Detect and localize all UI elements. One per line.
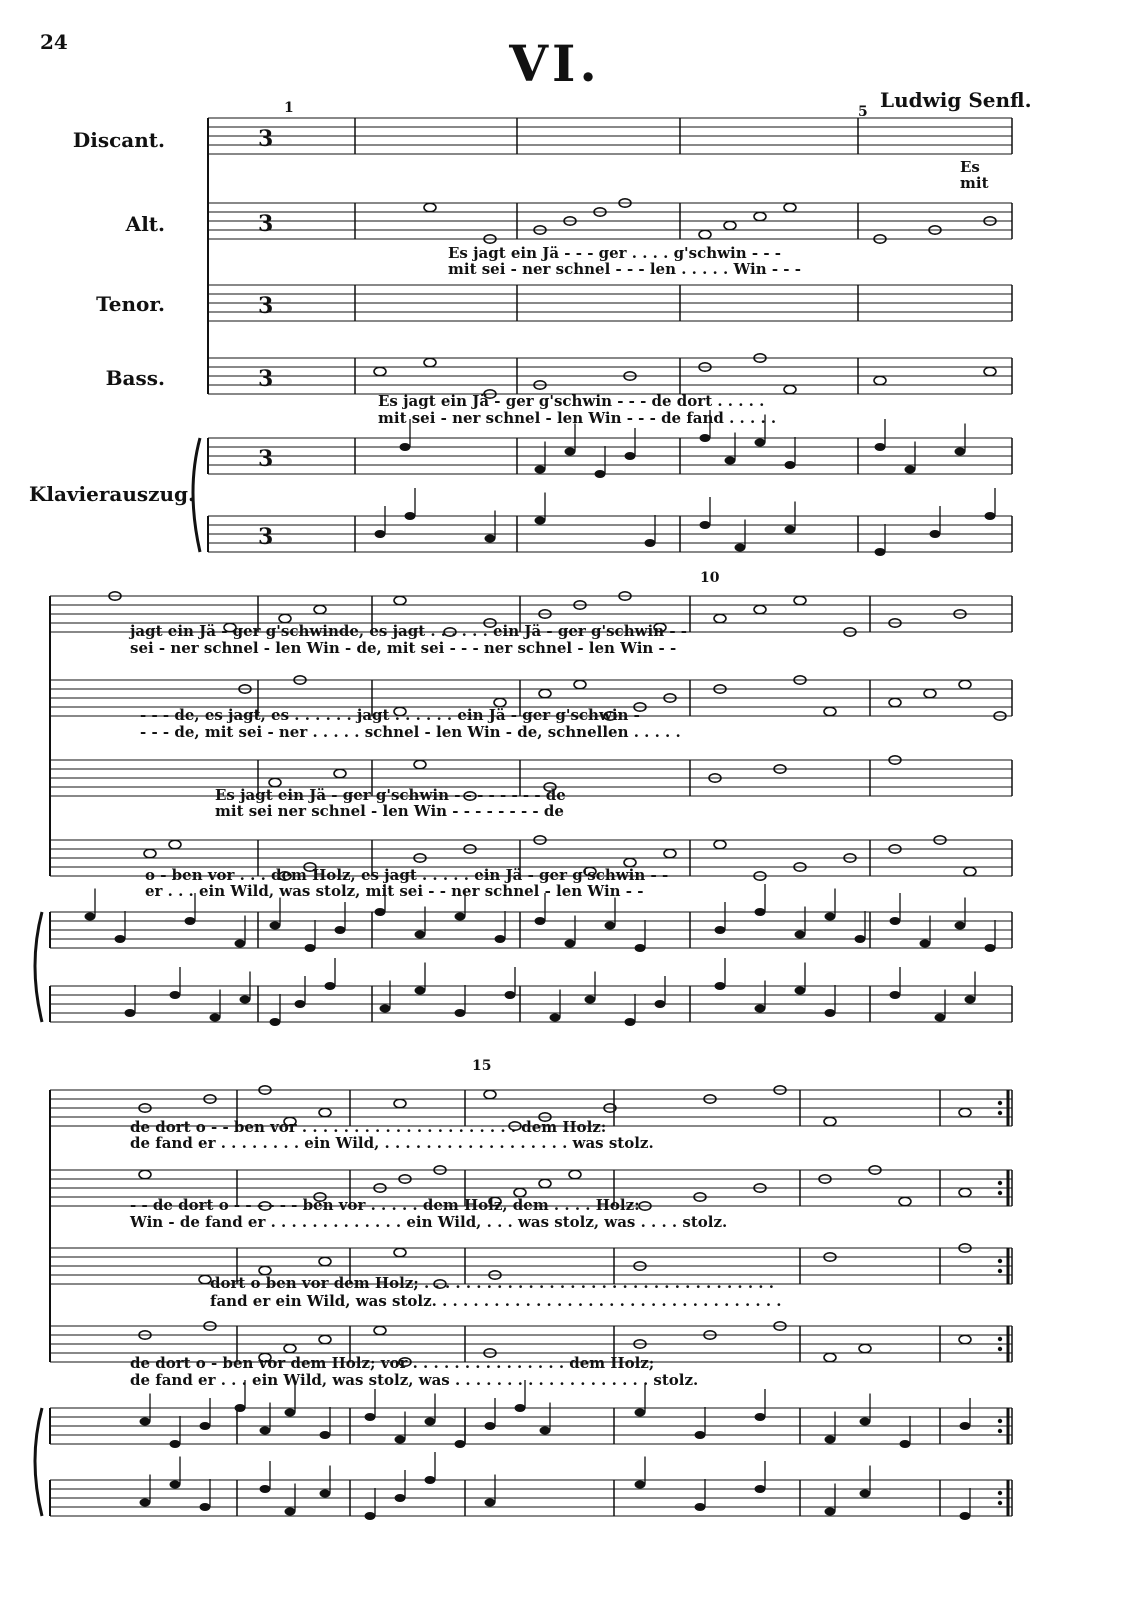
note-head (550, 1014, 561, 1022)
note-head (955, 448, 966, 456)
note-head (319, 1257, 331, 1265)
repeat-dot (998, 1419, 1002, 1423)
repeat-dot (998, 1337, 1002, 1341)
note-head (755, 439, 766, 447)
note-head (400, 443, 411, 451)
note-head (325, 982, 336, 990)
note-head (540, 1427, 551, 1435)
note-head (285, 1508, 296, 1516)
note-head (455, 1009, 466, 1017)
note-head (905, 466, 916, 474)
note-head (535, 466, 546, 474)
note-head (664, 849, 676, 857)
note-head (860, 1418, 871, 1426)
note-head (959, 1108, 971, 1116)
note-head (964, 867, 976, 875)
note-head (334, 769, 346, 777)
time-signature: 3 (258, 524, 274, 550)
note-head (795, 931, 806, 939)
note-head (260, 1427, 271, 1435)
note-head (890, 917, 901, 925)
note-head (139, 1170, 151, 1178)
lyric-alt-verse1: - - de dort o - - - - - - ben vor . . . . . dem Holz, dem . . . . Holz: (130, 1196, 640, 1214)
note-head (824, 707, 836, 715)
note-head (899, 1197, 911, 1205)
bar-number: 5 (858, 104, 868, 120)
note-head (565, 940, 576, 948)
note-head (374, 1326, 386, 1334)
lyric-tenor-verse1: dort o ben vor dem Holz; . . . . . . . . . . . . . . . . . . . . . . . . . . . . . . . . . . (210, 1274, 774, 1292)
note-head (260, 1485, 271, 1493)
time-signature: 3 (258, 366, 274, 392)
note-head (725, 457, 736, 465)
note-head (874, 376, 886, 384)
note-head (855, 935, 866, 943)
note-head (115, 935, 126, 943)
note-head (700, 521, 711, 529)
note-head (754, 605, 766, 613)
note-head (539, 1179, 551, 1187)
note-head (210, 1014, 221, 1022)
note-head (365, 1413, 376, 1421)
note-head (374, 367, 386, 375)
note-head (375, 530, 386, 538)
note-head (335, 926, 346, 934)
voice-label-tenor: Tenor. (96, 292, 165, 316)
note-head (305, 944, 316, 952)
note-head (959, 680, 971, 688)
lyric-alt-verse2: Win - de fand er . . . . . . . . . . . . . ein Wild, . . . was stolz, was . . . . stolz. (130, 1213, 728, 1231)
note-head (985, 944, 996, 952)
note-head (960, 1512, 971, 1520)
lyric-tenor-verse2: mit sei ner schnel - len Win - - - - - - - - de (215, 802, 564, 820)
note-head (485, 1422, 496, 1430)
note-head (125, 1009, 136, 1017)
note-head (825, 1508, 836, 1516)
repeat-dot (998, 1491, 1002, 1495)
note-head (714, 840, 726, 848)
lyric-discant-verse2: de fand er . . . . . . . . ein Wild, . . . . . . . . . . . . . . . . . . was stolz. (130, 1134, 654, 1152)
note-head (85, 913, 96, 921)
piano-brace (35, 912, 42, 1022)
lyric-discant: Es (960, 158, 980, 176)
lyric-discant-verse1: de dort o - - ben vor . . . . . . . . . . . . . . . . . . . . . dem Holz: (130, 1118, 607, 1136)
note-head (595, 470, 606, 478)
note-head (635, 1481, 646, 1489)
note-head (859, 1344, 871, 1352)
note-head (455, 1440, 466, 1448)
page-number: 24 (40, 30, 68, 54)
note-head (714, 614, 726, 622)
note-head (405, 512, 416, 520)
note-head (965, 996, 976, 1004)
note-head (270, 1018, 281, 1026)
repeat-dot (998, 1191, 1002, 1195)
note-head (539, 689, 551, 697)
note-head (605, 922, 616, 930)
note-head (735, 544, 746, 552)
note-head (140, 1499, 151, 1507)
note-head (754, 212, 766, 220)
note-head (170, 1481, 181, 1489)
piano-brace (35, 1408, 42, 1516)
note-head (424, 358, 436, 366)
note-head (960, 1422, 971, 1430)
repeat-dot (998, 1259, 1002, 1263)
note-head (935, 1014, 946, 1022)
note-head (235, 940, 246, 948)
note-head (425, 1418, 436, 1426)
note-head (495, 935, 506, 943)
lyric-alt-verse1: - - - de, es jagt, es . . . . . . jagt . . . . . . ein Jä - ger g'schwin - (140, 706, 640, 724)
repeat-dot (998, 1429, 1002, 1433)
note-head (645, 539, 656, 547)
note-head (319, 1335, 331, 1343)
note-head (794, 596, 806, 604)
note-head (314, 605, 326, 613)
note-head (284, 1344, 296, 1352)
note-head (695, 1431, 706, 1439)
note-head (699, 230, 711, 238)
note-head (414, 760, 426, 768)
note-head (319, 1108, 331, 1116)
note-head (320, 1431, 331, 1439)
note-head (784, 203, 796, 211)
note-head (365, 1512, 376, 1520)
note-head (625, 1018, 636, 1026)
note-head (484, 1090, 496, 1098)
note-head (824, 1353, 836, 1361)
note-head (235, 1404, 246, 1412)
repeat-dot (998, 1111, 1002, 1115)
note-head (394, 1099, 406, 1107)
note-head (959, 1335, 971, 1343)
note-head (955, 922, 966, 930)
note-head (875, 548, 886, 556)
note-head (890, 991, 901, 999)
note-head (924, 689, 936, 697)
time-signature: 3 (258, 293, 274, 319)
note-head (200, 1422, 211, 1430)
note-head (755, 1413, 766, 1421)
lyric-alt-verse1: Es jagt ein Jä - - - ger . . . . g'schwin - - - (448, 244, 781, 262)
bar-number: 1 (284, 100, 294, 116)
lyric-bass-verse2: mit sei - ner schnel - len Win - - - de fand . . . . . (378, 409, 777, 427)
lyric-bass-verse2: er . . . ein Wild, was stolz, mit sei - - ner schnel - len Win - - (145, 882, 644, 900)
lyric-bass-verse1: de dort o - ben vor dem Holz; vor . . . . . . . . . . . . . . . dem Holz; (130, 1354, 655, 1372)
note-head (505, 991, 516, 999)
note-head (380, 1005, 391, 1013)
lyric-bass-verse1: o - ben vor . . . dem Holz, es jagt . . . . . ein Jä - ger g'schwin - - (145, 866, 669, 884)
voice-label-alt: Alt. (125, 212, 165, 236)
lyric-alt-verse2: mit sei - ner schnel - - - len . . . . . Win - - - (448, 260, 801, 278)
note-head (320, 1490, 331, 1498)
note-head (635, 944, 646, 952)
note-head (900, 1440, 911, 1448)
note-head (144, 849, 156, 857)
voice-label-piano: Klavierauszug. (28, 482, 195, 506)
piano-brace (193, 438, 200, 552)
time-signature: 3 (258, 126, 274, 152)
note-head (169, 840, 181, 848)
note-head (715, 982, 726, 990)
note-head (755, 1485, 766, 1493)
lyric-tenor-verse1: Es jagt ein Jä - ger g'schwin - - - - - - - - de (215, 786, 566, 804)
note-head (824, 1117, 836, 1125)
lyric-alt-verse2: - - - de, mit sei - ner . . . . . schnel - len Win - de, schnellen . . . . . (140, 723, 681, 741)
note-head (270, 922, 281, 930)
repeat-dot (998, 1101, 1002, 1105)
piece-title: VI. (509, 34, 601, 93)
note-head (875, 443, 886, 451)
note-head (635, 1409, 646, 1417)
note-head (415, 987, 426, 995)
note-head (984, 367, 996, 375)
note-head (170, 991, 181, 999)
note-head (295, 1000, 306, 1008)
bar-number: 10 (700, 570, 720, 586)
note-head (920, 940, 931, 948)
lyric-discant: mit (960, 174, 989, 192)
note-head (394, 1248, 406, 1256)
note-head (825, 1009, 836, 1017)
note-head (535, 517, 546, 525)
note-head (715, 926, 726, 934)
note-head (140, 1418, 151, 1426)
note-head (860, 1490, 871, 1498)
note-head (200, 1503, 211, 1511)
note-head (574, 680, 586, 688)
note-head (655, 1000, 666, 1008)
note-head (585, 996, 596, 1004)
note-head (395, 1494, 406, 1502)
voice-label-bass: Bass. (105, 366, 165, 390)
note-head (785, 526, 796, 534)
note-head (455, 913, 466, 921)
note-head (535, 917, 546, 925)
note-head (424, 203, 436, 211)
note-head (959, 1188, 971, 1196)
note-head (395, 1436, 406, 1444)
note-head (394, 596, 406, 604)
note-head (565, 448, 576, 456)
note-head (625, 452, 636, 460)
lyric-discant-verse1: jagt ein Jä - ger g'schwinde, es jagt . . . . . . ein Jä - ger g'schwin - - (130, 622, 688, 640)
note-head (930, 530, 941, 538)
voice-label-discant: Discant. (72, 128, 165, 152)
repeat-dot (998, 1269, 1002, 1273)
note-head (700, 434, 711, 442)
repeat-dot (998, 1501, 1002, 1505)
lyric-tenor-verse2: fand er ein Wild, was stolz. . . . . . . . . . . . . . . . . . . . . . . . . . . . . . . . . . (210, 1292, 782, 1310)
note-head (425, 1476, 436, 1484)
note-head (784, 385, 796, 393)
repeat-dot (998, 1181, 1002, 1185)
repeat-dot (998, 1347, 1002, 1351)
note-head (185, 917, 196, 925)
note-head (415, 931, 426, 939)
note-head (485, 1499, 496, 1507)
note-head (515, 1404, 526, 1412)
note-head (795, 987, 806, 995)
note-head (985, 512, 996, 520)
note-head (785, 461, 796, 469)
composer-name: Ludwig Senfl. (880, 88, 1032, 112)
note-head (485, 535, 496, 543)
lyric-bass-verse1: Es jagt ein Jä - ger g'schwin - - - de dort . . . . . (378, 392, 765, 410)
lyric-discant-verse2: sei - ner schnel - len Win - de, mit sei - - - ner schnel - len Win - - (130, 639, 677, 657)
note-head (825, 1436, 836, 1444)
note-head (170, 1440, 181, 1448)
time-signature: 3 (258, 211, 274, 237)
note-head (889, 698, 901, 706)
time-signature: 3 (258, 446, 274, 472)
bar-number: 15 (472, 1058, 492, 1074)
note-head (285, 1409, 296, 1417)
lyric-bass-verse2: de fand er . . . ein Wild, was stolz, was . . . . . . . . . . . . . . . . . . . stolz. (130, 1371, 699, 1389)
note-head (240, 996, 251, 1004)
note-head (825, 913, 836, 921)
note-head (695, 1503, 706, 1511)
note-head (755, 908, 766, 916)
note-head (724, 221, 736, 229)
note-head (569, 1170, 581, 1178)
note-head (755, 1005, 766, 1013)
note-head (375, 908, 386, 916)
